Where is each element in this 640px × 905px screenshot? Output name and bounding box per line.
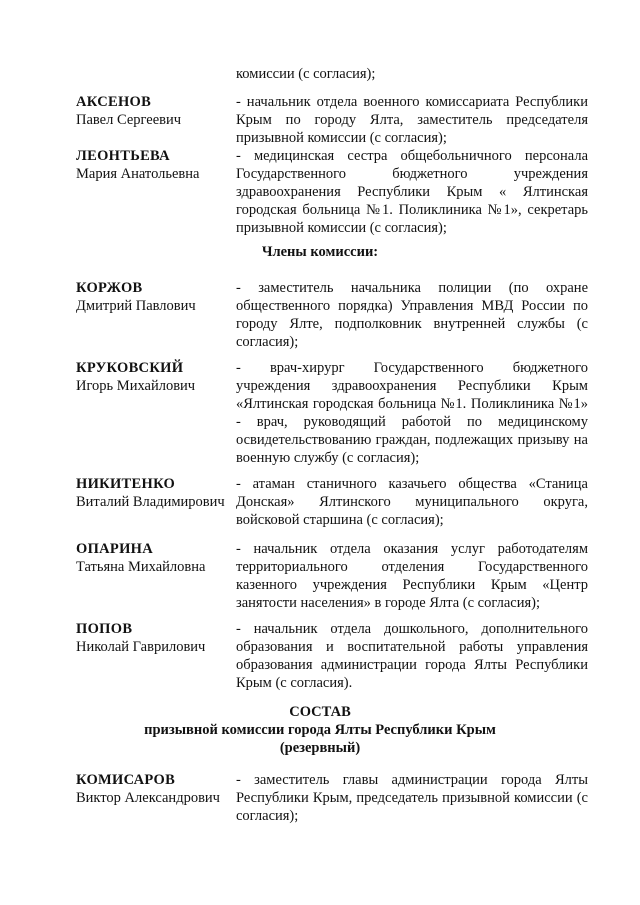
person-surname: КОРЖОВ [76,280,143,296]
person-name [76,620,226,656]
person-given-name: Павел Сергеевич [76,112,182,128]
person-role: - врач-хирург Государственного бюджетного учреждения здравоохранения Республики Крым «Ялтинская городская больница №1. Поликлиника №1» - врач, руководящий работой по медицинскому освидетельствованию граждан, подлежащих призыву на военную службу (с согласия); [236,360,588,466]
person-surname: НИКИТЕНКО [76,476,176,492]
person-role: - начальник отдела дошкольного, дополнительного образования и воспитательной работы управления образования администрации города Ялты Республики Крым (с согласия). [236,621,588,691]
person-role: - атаман станичного казачьего общества «Станица Донская» Ялтинского муниципального округа, войсковой старшина (с согласия); [236,476,588,528]
person-given-name: Николай Гаврилович [76,639,206,655]
person-role: - медицинская сестра общебольничного персонала Государственного бюджетного учреждения здравоохранения Республики Крым « Ялтинская городская больница №1. Поликлиника №1», секретарь призывной комиссии (с согласия); [236,148,588,236]
person-name [76,475,226,511]
person-name [76,279,226,315]
continuation-text: комиссии (с согласия); [236,66,376,82]
composition-note: (резервный) [279,740,361,756]
person-surname: ПОПОВ [76,621,133,637]
person-surname: КРУКОВСКИЙ [76,360,184,376]
person-name [76,771,226,807]
person-role: - заместитель начальника полиции (по охране общественного порядка) Управления МВД России по городу Ялте, подполковник внутренней службы (с согласия); [236,280,588,350]
person-name [76,540,226,576]
person-given-name: Мария Анатольевна [76,166,200,182]
person-name [76,359,226,395]
members-heading: Члены комиссии: [261,244,379,260]
person-surname: АКСЕНОВ [76,94,152,110]
person-name [76,147,226,183]
person-given-name: Дмитрий Павлович [76,298,196,314]
person-surname: ЛЕОНТЬЕВА [76,148,170,164]
person-role: - начальник отдела оказания услуг работодателям территориального отделения Государственного казенного учреждения Республики Крым «Центр занятости населения» в городе Ялта (с согласия); [236,541,588,611]
composition-title: СОСТАВ [289,704,351,720]
person-given-name: Татьяна Михайловна [76,559,206,575]
composition-subtitle: призывной комиссии города Ялты Республики Крым [144,722,496,738]
person-surname: КОМИСАРОВ [76,772,176,788]
person-surname: ОПАРИНА [76,541,154,557]
person-name [76,93,226,129]
person-role: - начальник отдела военного комиссариата Республики Крым по городу Ялта, заместитель председателя призывной комиссии (с согласия); [236,94,588,146]
person-given-name: Виталий Владимирович [76,494,225,510]
person-role: - заместитель главы администрации города Ялты Республики Крым, председатель призывной комиссии (с согласия); [236,772,588,824]
person-given-name: Игорь Михайлович [76,378,196,394]
person-given-name: Виктор Александрович [76,790,220,806]
